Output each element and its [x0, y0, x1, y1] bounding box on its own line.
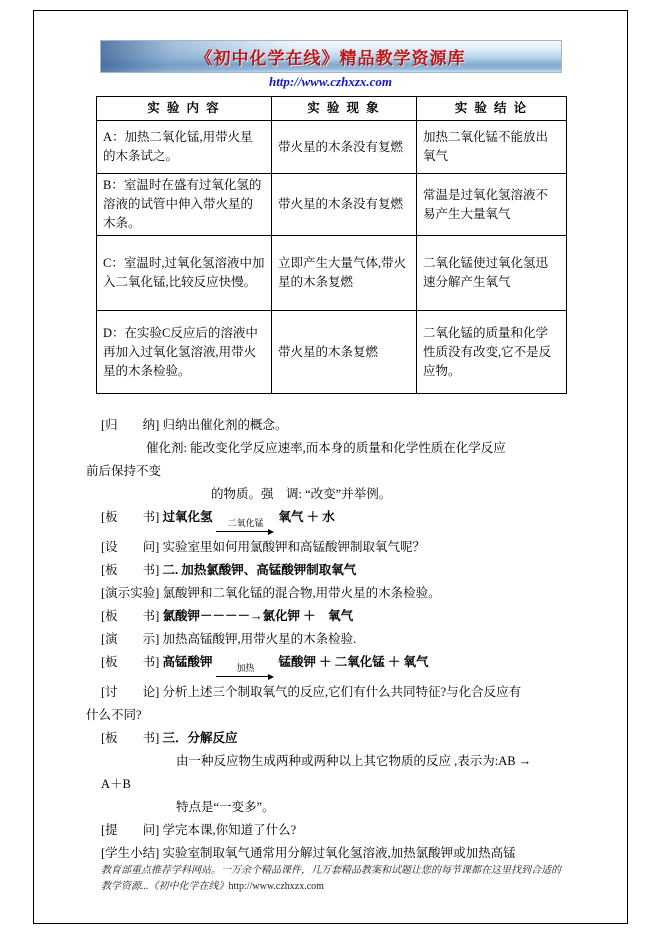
- document-page: [33, 10, 628, 924]
- lesson-line: [101, 414, 599, 437]
- text-segment: A＋B: [101, 777, 131, 791]
- lesson-line: [211, 483, 599, 506]
- table-header-cell: 实 验 结 论: [417, 97, 567, 121]
- lesson-line: [101, 773, 599, 796]
- cell-content: B：室温时在盛有过氧化氢的溶液的试管中伸入带火星的木条。: [97, 174, 272, 236]
- lesson-line: [101, 681, 599, 704]
- experiment-row: [97, 236, 567, 311]
- text-segment: 前后保持不变: [86, 464, 162, 478]
- page-footer: [101, 863, 591, 895]
- lesson-line: [101, 628, 599, 651]
- reaction-condition-label: 加热: [236, 663, 255, 673]
- lesson-line: [101, 605, 599, 628]
- text-segment: [板 书]: [101, 510, 163, 524]
- lesson-line: [101, 582, 599, 605]
- experiment-table: [96, 96, 567, 394]
- lesson-line: [146, 437, 599, 460]
- text-segment: 氧气 ＋ 水: [278, 510, 335, 524]
- text-segment: 锰酸钾 ＋ 二氧化锰 ＋ 氧气: [278, 655, 429, 669]
- site-banner: [100, 40, 562, 73]
- text-segment: [板 书]: [101, 655, 163, 669]
- cell-content: A：加热二氧化锰,用带火星的木条试之。: [97, 121, 272, 174]
- text-segment: [学生小结] 实验室制取氧气通常用分解过氧化氢溶液,加热氯酸钾或加热高锰: [101, 846, 516, 860]
- cell-phenomenon: 带火星的木条没有复燃: [272, 121, 417, 174]
- banner-url-link[interactable]: http://www.czhxzx.com: [268, 74, 393, 89]
- lesson-line: [101, 819, 599, 842]
- text-segment: [演 示] 加热高锰酸钾,用带火星的木条检验.: [101, 632, 357, 646]
- text-segment: 由一种反应物生成两种或两种以上其它物质的反应 ,表示为:AB →: [176, 754, 532, 768]
- reaction-arrow: [216, 518, 274, 536]
- lesson-line: [86, 704, 599, 727]
- text-segment: [板 书]: [101, 731, 163, 745]
- text-segment: 二. 加热氯酸钾、高锰酸钾制取氧气: [162, 563, 357, 577]
- experiment-row: [97, 121, 567, 174]
- table-header-cell: 实 验 内 容: [97, 97, 272, 121]
- lesson-line: [101, 727, 599, 750]
- experiment-table-body: [97, 121, 567, 394]
- cell-phenomenon: 立即产生大量气体,带火星的木条复燃: [272, 236, 417, 311]
- right-arrow-icon: [216, 673, 274, 681]
- text-segment: [板 书]: [101, 609, 163, 623]
- text-segment: 高锰酸钾: [162, 655, 213, 669]
- footer-line1: 教育部重点推荐学科网站。一万余个精品课件，几万套精品教案和试题让您的每节课都在这里找到合适的: [101, 865, 561, 876]
- text-segment: [归 纳] 归纳出催化剂的概念。: [101, 418, 288, 432]
- lesson-line: [101, 559, 599, 582]
- lesson-line: [101, 536, 599, 559]
- lesson-body: [86, 414, 599, 865]
- text-segment: 催化剂: 能改变化学反应速率,而本身的质量和化学性质在化学反应: [146, 441, 506, 455]
- footer-line2: [101, 879, 591, 895]
- table-header-cell: 实 验 现 象: [272, 97, 417, 121]
- text-segment: 过氧化氢: [162, 510, 213, 524]
- text-segment: [板 书]: [101, 563, 163, 577]
- text-segment: 三．分解反应: [162, 731, 238, 745]
- text-segment: [设 问] 实验室里如何用氯酸钾和高锰酸钾制取氧气呢？: [101, 540, 425, 554]
- lesson-line: [101, 651, 599, 681]
- cell-phenomenon: 带火星的木条复燃: [272, 311, 417, 394]
- lesson-line: [86, 460, 599, 483]
- lesson-line: [176, 750, 599, 773]
- footer-url-link[interactable]: http://www.czhxzx.com: [228, 881, 324, 892]
- reaction-arrow: [216, 663, 274, 681]
- text-segment: [讨 论] 分析上述三个制取氧气的反应,它们有什么共同特征?与化合反应有: [101, 685, 522, 699]
- lesson-line: [101, 842, 599, 865]
- right-arrow-icon: [216, 528, 274, 536]
- cell-conclusion: 二氧化锰使过氧化氢迅速分解产生氧气: [417, 236, 567, 311]
- text-segment: [提 问] 学完本课,你知道了什么?: [101, 823, 297, 837]
- experiment-row: [97, 311, 567, 394]
- text-segment: 什么不同?: [86, 708, 142, 722]
- experiment-row: [97, 174, 567, 236]
- lesson-line: [176, 796, 599, 819]
- cell-content: C：室温时,过氧化氢溶液中加入二氧化锰,比较反应快慢。: [97, 236, 272, 311]
- cell-phenomenon: 带火星的木条没有复燃: [272, 174, 417, 236]
- text-segment: 氯酸钾－－－－→氯化钾 ＋ 氧气: [162, 609, 354, 623]
- table-header-row: [97, 97, 567, 121]
- text-segment: 特点是“一变多”。: [176, 800, 275, 814]
- cell-conclusion: 加热二氧化锰不能放出氧气: [417, 121, 567, 174]
- footer-line2-text: 教学资源...《初中化学在线》: [101, 881, 229, 892]
- text-segment: 的物质。强 调: “改变”并举例。: [211, 487, 392, 501]
- text-segment: [演示实验] 氯酸钾和二氧化锰的混合物,用带火星的木条检验。: [101, 586, 441, 600]
- cell-conclusion: 常温是过氧化氢溶液不易产生大量氧气: [417, 174, 567, 236]
- cell-content: D：在实验C反应后的溶液中再加入过氧化氢溶液,用带火星的木条检验。: [97, 311, 272, 394]
- banner-title: 《初中化学在线》精品教学资源库: [195, 49, 466, 68]
- lesson-line: [101, 506, 599, 536]
- reaction-condition-label: 二氧化锰: [227, 518, 264, 528]
- cell-conclusion: 二氧化锰的质量和化学性质没有改变,它不是反应物。: [417, 311, 567, 394]
